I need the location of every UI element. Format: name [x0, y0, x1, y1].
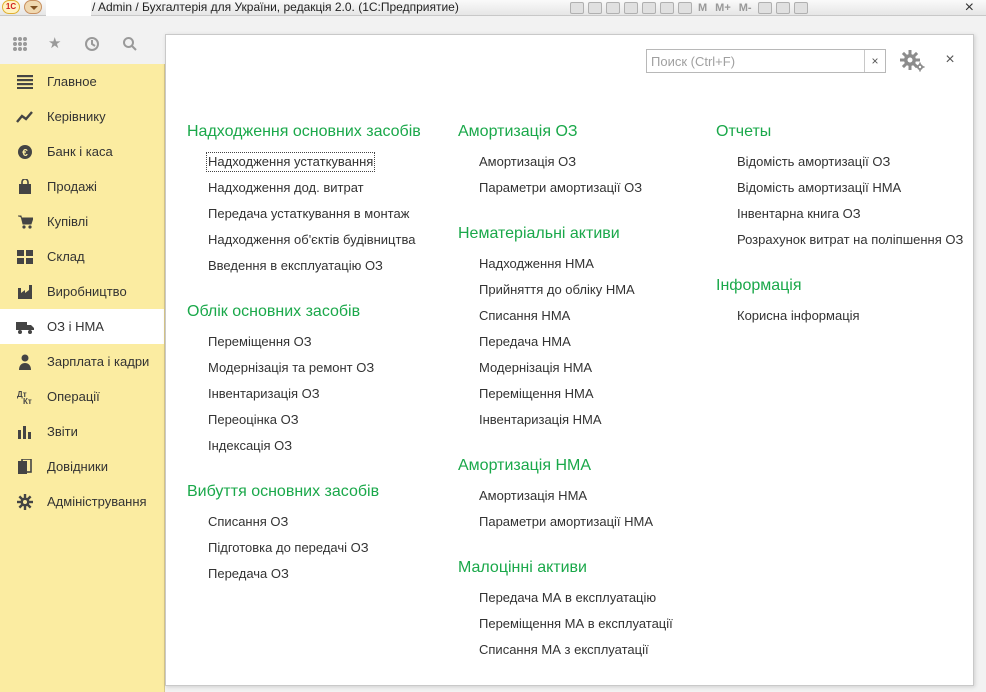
bag-icon — [16, 178, 34, 196]
gear-icon — [16, 493, 34, 511]
window-title: / Admin / Бухгалтерія для України, редакція 2.0. (1С:Предприятие) — [92, 0, 459, 14]
command-link[interactable]: Надходження дод. витрат — [208, 180, 364, 195]
grid-icon — [16, 248, 34, 266]
command-link[interactable]: Введення в експлуатацію ОЗ — [208, 258, 383, 273]
factory-icon — [16, 283, 34, 301]
command-link[interactable]: Підготовка до передачі ОЗ — [208, 540, 369, 555]
sidebar-item-label: Виробництво — [47, 284, 127, 299]
panel-close-icon[interactable]: × — [945, 51, 955, 68]
command-link[interactable]: Списання ОЗ — [208, 514, 289, 529]
command-link[interactable]: Надходження устаткування — [208, 154, 374, 169]
sidebar-item-label: Купівлі — [47, 214, 89, 229]
print-icon[interactable] — [588, 2, 602, 14]
command-link[interactable]: Амортизація НМА — [479, 488, 588, 503]
sidebar-item-2[interactable] — [0, 134, 164, 169]
sidebar-item-12[interactable] — [0, 484, 164, 519]
window-icon[interactable] — [758, 2, 772, 14]
window-close-icon[interactable]: × — [964, 0, 974, 16]
command-link[interactable]: Переоцінка ОЗ — [208, 412, 299, 427]
svg-text:€: € — [22, 147, 28, 159]
command-link[interactable]: Корисна інформація — [737, 308, 860, 323]
calculator-icon[interactable] — [660, 2, 674, 14]
search-clear-button[interactable]: × — [864, 50, 885, 72]
command-link[interactable]: Переміщення ОЗ — [208, 334, 312, 349]
command-link[interactable]: Параметри амортизації НМА — [479, 514, 654, 529]
sidebar-item-label: Довідники — [47, 459, 108, 474]
upload-icon[interactable] — [624, 2, 638, 14]
sidebar-item-label: Банк і каса — [47, 144, 113, 159]
search-input[interactable] — [647, 50, 864, 72]
sidebar-item-label: Склад — [47, 249, 85, 264]
group-title: Нематеріальні активи — [458, 225, 620, 242]
sidebar-item-4[interactable] — [0, 204, 164, 239]
command-link[interactable]: Параметри амортизації ОЗ — [479, 180, 643, 195]
group-title: Амортизація НМА — [458, 457, 591, 474]
sidebar-item-label: ОЗ і НМА — [47, 319, 104, 334]
svg-text:Дт: Дт — [17, 389, 27, 399]
sidebar-item-3[interactable] — [0, 169, 164, 204]
sidebar-item-1[interactable] — [0, 99, 164, 134]
truck-icon — [16, 318, 34, 336]
search-box — [646, 49, 886, 73]
group-title: Інформація — [716, 277, 802, 294]
dt-kt-icon — [16, 388, 34, 406]
command-link[interactable]: Надходження об'єктів будівництва — [208, 232, 416, 247]
command-link[interactable]: Передача МА в експлуатацію — [479, 590, 657, 605]
command-link[interactable]: Розрахунок витрат на поліпшення ОЗ — [737, 232, 964, 247]
sidebar-item-label: Главное — [47, 74, 97, 89]
command-link[interactable]: Інвентаризація НМА — [479, 412, 602, 427]
save-icon[interactable] — [570, 2, 584, 14]
sidebar-item-8[interactable] — [0, 344, 164, 379]
apps-grid-icon[interactable] — [12, 36, 28, 56]
sidebar-item-label: Продажі — [47, 179, 97, 194]
command-link[interactable]: Відомість амортизації НМА — [737, 180, 902, 195]
sidebar-item-10[interactable] — [0, 414, 164, 449]
command-link[interactable]: Переміщення НМА — [479, 386, 594, 401]
sidebar-item-label: Зарплата і кадри — [47, 354, 150, 369]
link-icon[interactable] — [642, 2, 656, 14]
sidebar-item-5[interactable] — [0, 239, 164, 274]
settings-gear-icon[interactable] — [899, 49, 925, 73]
command-link[interactable]: Інвентаризація ОЗ — [208, 386, 320, 401]
command-link[interactable]: Передача устаткування в монтаж — [208, 206, 410, 221]
title-bar — [0, 0, 986, 16]
preview-icon[interactable] — [606, 2, 620, 14]
menu-lines-icon — [16, 73, 34, 91]
sidebar-item-0[interactable] — [0, 64, 164, 99]
sidebar-item-11[interactable] — [0, 449, 164, 484]
main-menu-dropdown-icon[interactable] — [24, 0, 42, 14]
info-icon[interactable] — [794, 2, 808, 14]
books-icon — [16, 458, 34, 476]
group-title: Вибуття основних засобів — [187, 483, 380, 500]
group-title: Амортизація ОЗ — [458, 123, 578, 140]
svg-text:Кт: Кт — [23, 396, 32, 405]
trend-icon — [16, 108, 34, 126]
sidebar-item-7[interactable] — [0, 309, 164, 344]
group-title: Облік основних засобів — [187, 303, 361, 320]
sidebar-item-label: Звіти — [47, 424, 78, 439]
command-link[interactable]: Передача ОЗ — [208, 566, 289, 581]
section-panel — [165, 34, 974, 686]
command-link[interactable]: Списання НМА — [479, 308, 571, 323]
command-link[interactable]: Інвентарна книга ОЗ — [737, 206, 861, 221]
command-link[interactable]: Передача НМА — [479, 334, 571, 349]
sections-sidebar — [0, 64, 165, 692]
list-icon[interactable] — [776, 2, 790, 14]
command-link[interactable]: Відомість амортизації ОЗ — [737, 154, 891, 169]
person-icon — [16, 353, 34, 371]
command-link[interactable]: Надходження НМА — [479, 256, 594, 271]
sidebar-item-label: Операції — [47, 389, 100, 404]
memory-plus-button[interactable]: M+ — [715, 2, 731, 14]
sidebar-item-6[interactable] — [0, 274, 164, 309]
1c-logo-icon[interactable]: 1С — [2, 0, 20, 14]
command-link[interactable]: Переміщення МА в експлуатації — [479, 616, 673, 631]
sidebar-item-9[interactable] — [0, 379, 164, 414]
bar-chart-icon — [16, 423, 34, 441]
command-link[interactable]: Модернізація НМА — [479, 360, 593, 375]
title-blank-area — [46, 0, 91, 16]
favorites-star-icon[interactable]: ★ — [48, 35, 62, 52]
sidebar-item-label: Керівнику — [47, 109, 106, 124]
calendar-icon[interactable] — [678, 2, 692, 14]
command-link[interactable]: Амортизація ОЗ — [479, 154, 577, 169]
group-title: Надходження основних засобів — [187, 123, 421, 140]
search-icon[interactable] — [122, 36, 138, 56]
memory-minus-button[interactable]: M- — [738, 2, 752, 14]
group-title: Малоцінні активи — [458, 559, 587, 576]
history-icon[interactable] — [84, 36, 100, 56]
coins-icon — [16, 143, 34, 161]
group-title: Отчеты — [716, 123, 772, 140]
command-link[interactable]: Індексація ОЗ — [208, 438, 293, 453]
command-link[interactable]: Модернізація та ремонт ОЗ — [208, 360, 375, 375]
command-link[interactable]: Списання МА з експлуатації — [479, 642, 649, 657]
memory-button[interactable]: M — [698, 2, 708, 14]
title-toolbar — [570, 0, 808, 16]
command-link[interactable]: Прийняття до обліку НМА — [479, 282, 635, 297]
sidebar-item-label: Адміністрування — [47, 494, 147, 509]
cart-icon — [16, 213, 34, 231]
